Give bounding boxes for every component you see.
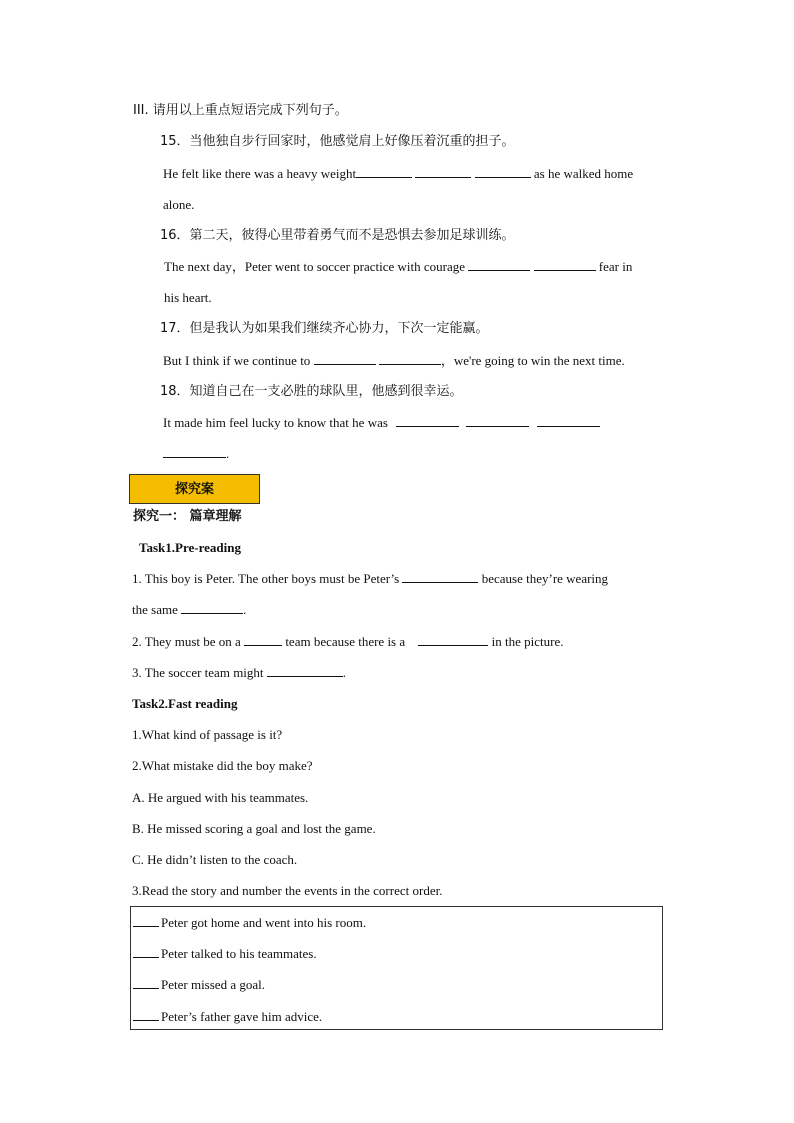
task1-q1-text-c: the same [132,602,178,617]
event-text: Peter’s father gave him advice. [161,1009,323,1024]
event-item [133,915,366,931]
event-text: Peter talked to his teammates. [161,946,317,961]
question-15-english [163,166,633,182]
answer-blank[interactable] [356,166,412,178]
task1-q1-text-d: . [243,602,247,617]
answer-blank[interactable] [379,353,441,365]
task2-option-b[interactable]: B. He missed scoring a goal and lost the game. [132,821,376,836]
task1-q2-text-a: 2. They must be on a [132,634,241,649]
task2-option-a[interactable]: A. He argued with his teammates. [132,790,309,805]
task2-option-c[interactable]: C. He didn’t listen to the coach. [132,852,298,867]
question-15-text-a: He felt like there was a heavy weight [163,166,357,181]
section-heading: III. 请用以上重点短语完成下列句子。 [133,103,348,118]
question-16-text-c: his heart. [164,290,212,305]
question-17-english [163,353,625,369]
task1-question-3 [132,665,346,681]
task1-q3-text-b: . [342,665,347,680]
event-item [133,977,265,993]
question-17-text-a: But I think if we continue to [163,353,311,368]
order-number-blank[interactable] [133,946,159,958]
task1-q1-text-b: because they’re wearing [481,571,609,586]
question-16-english [164,259,632,275]
order-number-blank[interactable] [133,915,159,927]
task1-question-1 [132,571,608,587]
question-18-text-a: It made him feel lucky to know that he was [163,415,388,430]
question-18-chinese: 18．知道自己在一支必胜的球队里，他感到很幸运。 [160,384,463,399]
event-text: Peter got home and went into his room. [161,915,367,930]
task2-question-2: 2.What mistake did the boy make? [132,758,313,773]
question-16-text-a: The next day，Peter went to soccer practice with courage [164,259,466,274]
answer-blank[interactable] [267,665,343,677]
task1-q3-text-a: 3. The soccer team might [132,665,264,680]
question-18-end: . [226,446,230,461]
task1-q2-text-b: team because there is a [285,634,406,649]
question-15-text-b: as he walked home [533,166,634,181]
answer-blank[interactable] [537,415,600,427]
explore-badge: 探究案 [129,474,260,504]
task1-question-1-cont [132,602,246,618]
answer-blank[interactable] [396,415,459,427]
task1-title: Task1.Pre-reading [139,540,241,555]
answer-blank[interactable] [418,634,488,646]
answer-blank[interactable] [314,353,376,365]
answer-blank[interactable] [163,446,226,458]
task2-question-1: 1.What kind of passage is it? [132,727,283,742]
explore-1-heading: 探究一： 篇章理解 [133,509,242,524]
question-17-text-b: ，we're going to win the next time. [440,353,625,368]
event-item [133,946,317,962]
order-number-blank[interactable] [133,1009,159,1021]
answer-blank[interactable] [181,602,243,614]
answer-blank[interactable] [415,166,471,178]
question-18-continuation [163,446,229,462]
question-16-chinese: 16．第二天，彼得心里带着勇气而不是恐惧去参加足球训练。 [160,228,515,243]
task2-question-3: 3.Read the story and number the events in the correct order. [132,883,443,898]
question-15-text-c: alone. [163,197,195,212]
task1-q1-text-a: 1. This boy is Peter. The other boys must be Peter’s [132,571,400,586]
event-item [133,1009,322,1025]
question-18-english [163,415,600,431]
event-text: Peter missed a goal. [161,977,265,992]
question-15-chinese: 15．当他独自步行回家时，他感觉肩上好像压着沉重的担子。 [160,134,515,149]
task1-question-2 [132,634,563,650]
answer-blank[interactable] [475,166,531,178]
answer-blank[interactable] [466,415,529,427]
answer-blank[interactable] [402,571,478,583]
question-17-chinese: 17．但是我认为如果我们继续齐心协力，下次一定能赢。 [160,321,489,336]
answer-blank[interactable] [534,259,596,271]
question-16-text-b: fear in [598,259,633,274]
order-number-blank[interactable] [133,977,159,989]
event-order-box [130,906,663,1030]
task1-q2-text-c: in the picture. [491,634,564,649]
answer-blank[interactable] [468,259,530,271]
task2-title: Task2.Fast reading [132,696,238,711]
answer-blank[interactable] [244,634,282,646]
